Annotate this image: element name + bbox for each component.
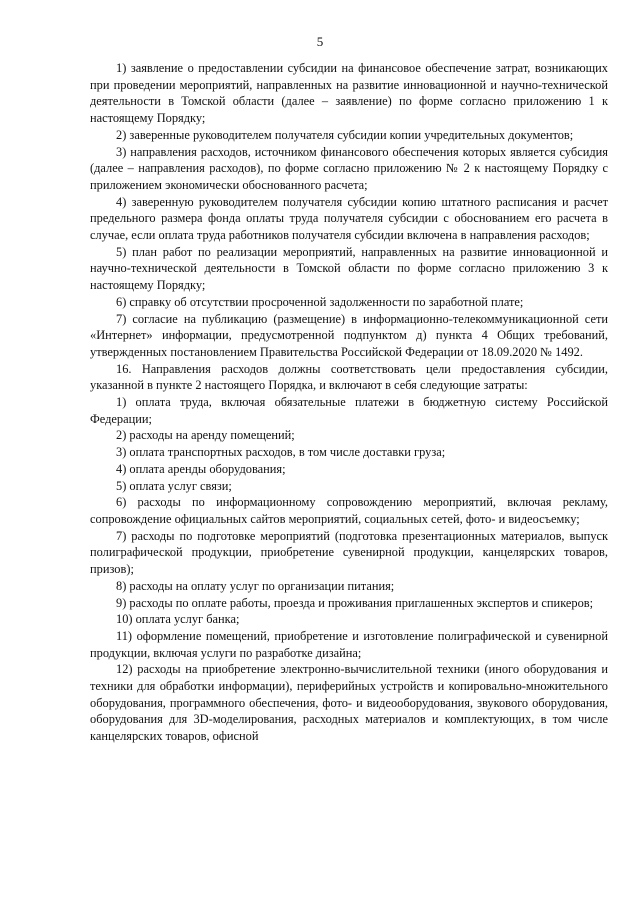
document-body <box>90 60 608 745</box>
paragraph: 7) согласие на публикацию (размещение) в информационно-телекоммуникационной сети «Интернет» информации, предусмотренной подпунктом д) пункта 4 Общих требований, утвержденных постановлением Правительства Российской Федерации от 18.09.2020 № 1492. <box>90 311 608 359</box>
paragraph: 2) расходы на аренду помещений; <box>116 428 295 443</box>
paragraph: 6) справку об отсутствии просроченной задолженности по заработной плате; <box>116 294 524 309</box>
paragraph: 8) расходы на оплату услуг по организации питания; <box>116 578 395 593</box>
paragraph: 9) расходы по оплате работы, проезда и проживания приглашенных экспертов и спикеров; <box>116 595 594 610</box>
paragraph: 2) заверенные руководителем получателя субсидии копии учредительных документов; <box>116 127 574 142</box>
paragraph: 1) заявление о предоставлении субсидии на финансовое обеспечение затрат, возникающих при проведении мероприятий, направленных на развитие инновационной и научно-технической деятельности в Томской области (далее – заявление) по форме согласно приложению 1 к настоящему Порядку; <box>90 61 608 126</box>
paragraph: 16. Направления расходов должны соответствовать цели предоставления субсидии, указанной в пункте 2 настоящего Порядка, и включают в себя следующие затраты: <box>90 361 608 393</box>
paragraph: 1) оплата труда, включая обязательные платежи в бюджетную систему Российской Федерации; <box>90 395 608 426</box>
paragraph: 7) расходы по подготовке мероприятий (подготовка презентационных материалов, выпуск полиграфической продукции, приобретение сувенирной продукции, канцелярских товаров, призов); <box>90 528 608 577</box>
paragraph: 4) оплата аренды оборудования; <box>116 461 286 476</box>
paragraph: 5) план работ по реализации мероприятий, направленных на развитие инновационной и научно-технической деятельности в Томской области по форме согласно приложению 3 к настоящему Порядку; <box>90 244 608 293</box>
paragraph: 10) оплата услуг банка; <box>116 612 240 627</box>
paragraph: 11) оформление помещений, приобретение и изготовление полиграфической и сувенирной продукции, включая услуги по разработке дизайна; <box>90 628 608 660</box>
paragraph: 3) оплата транспортных расходов, в том числе доставки груза; <box>116 445 446 460</box>
page-number: 5 <box>316 34 324 49</box>
paragraph: 5) оплата услуг связи; <box>116 478 232 493</box>
paragraph: 12) расходы на приобретение электронно-вычислительной техники (иного оборудования и техники для обработки информации), периферийных устройств и копировально-множительного оборудования, программного обеспечения, фото- и видеооборудования, звукового оборудования, оборудования для 3D-моделирования, расходных материалов и комплектующих, в том числе канцелярских товаров, офисной <box>90 662 608 744</box>
paragraph: 3) направления расходов, источником финансового обеспечения которых является субсидия (далее – направления расходов), по форме согласно приложению № 2 к настоящему Порядку с приложением экономически обоснованного расчета; <box>90 144 608 192</box>
paragraph: 6) расходы по информационному сопровождению мероприятий, включая рекламу, сопровождение официальных сайтов мероприятий, социальных сетей, фото- и видеосъемку; <box>90 495 608 526</box>
paragraph: 4) заверенную руководителем получателя субсидии копию штатного расписания и расчет предельного размера фонда оплаты труда получателя субсидии с обоснованием его расчета в случае, если оплата труда работников получателя субсидии включена в направления расходов; <box>90 194 608 243</box>
